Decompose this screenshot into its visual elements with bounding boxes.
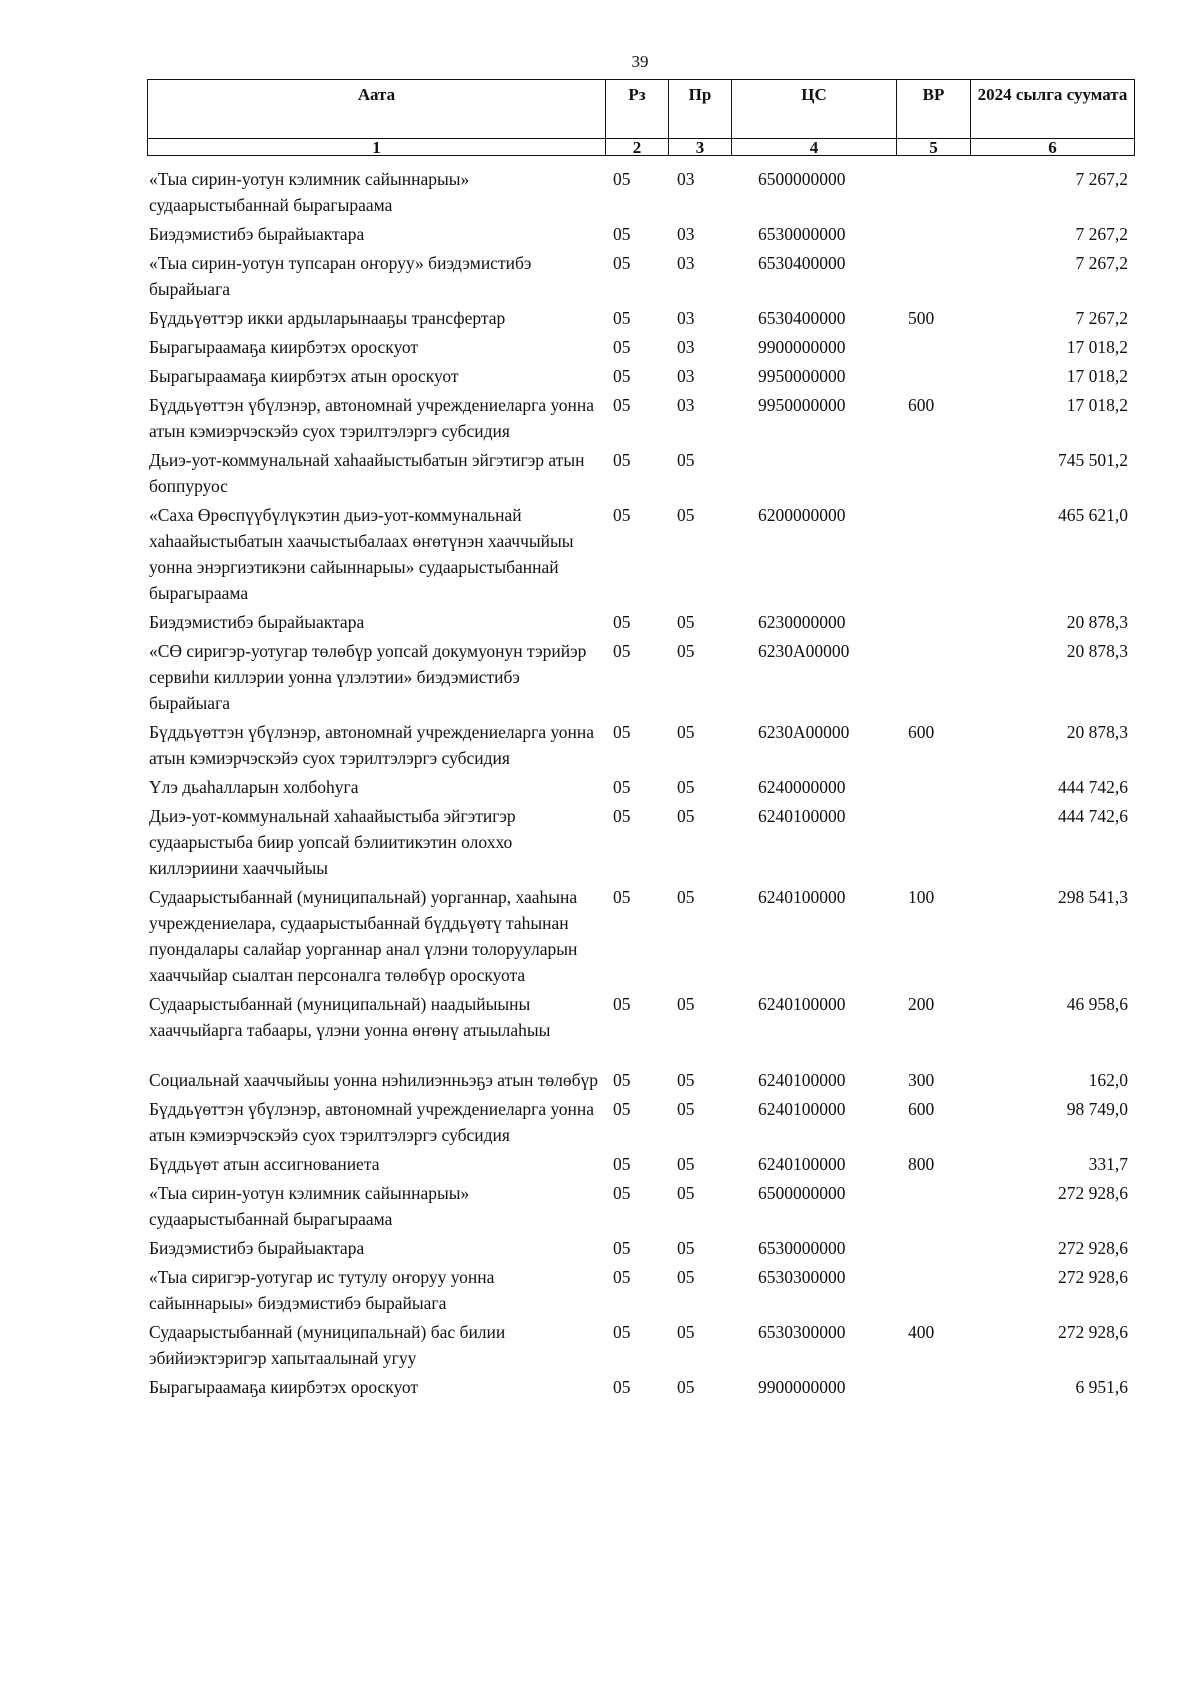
cell-sum: 17 018,2 <box>1066 366 1128 386</box>
cell-pr: 05 <box>677 1183 695 1203</box>
cell-cs: 6240100000 <box>758 1099 846 1119</box>
cell-sum: 17 018,2 <box>1066 395 1128 415</box>
cell-sum: 7 267,2 <box>1075 169 1128 189</box>
cell-cs: 6530300000 <box>758 1267 846 1287</box>
cell-rz: 05 <box>613 994 631 1014</box>
cell-rz: 05 <box>613 253 631 273</box>
table-row <box>147 221 1134 250</box>
cell-rz: 05 <box>613 806 631 826</box>
cell-vr <box>896 803 970 884</box>
table-row <box>147 392 1134 447</box>
cell-cs: 6530000000 <box>758 1238 846 1258</box>
cell-cs: 6240100000 <box>758 1154 846 1174</box>
cell-cs: 9950000000 <box>758 366 846 386</box>
cell-vr <box>896 1235 970 1264</box>
cell-vr: 500 <box>908 308 935 328</box>
cell-name: Бүддьүөттэн үбүлэнэр, автономнай учреждениеларга уонна атын кэмиэрчэскэйэ суох тэрилтэлэргэ субсидия <box>149 1099 595 1145</box>
cell-vr <box>896 221 970 250</box>
table-row <box>147 305 1134 334</box>
cell-sum: 444 742,6 <box>1058 777 1128 797</box>
cell-sum: 20 878,3 <box>1066 641 1128 661</box>
cell-name: Судаарыстыбаннай (муниципальнай) бас билии эбийиэктэригэр хапытаалынай угуу <box>149 1322 506 1368</box>
cell-pr: 05 <box>677 1322 695 1342</box>
cell-sum: 7 267,2 <box>1075 253 1128 273</box>
cell-cs: 9900000000 <box>758 337 846 357</box>
cell-vr <box>896 609 970 638</box>
cell-name: Үлэ дьаһалларын холбоһуга <box>149 777 359 797</box>
cell-pr: 05 <box>677 806 695 826</box>
cell-pr: 05 <box>677 777 695 797</box>
table-row <box>147 1319 1134 1374</box>
cell-pr: 05 <box>677 612 695 632</box>
cell-vr <box>896 334 970 363</box>
cell-cs: 6500000000 <box>758 1183 846 1203</box>
page-number: 39 <box>631 52 649 71</box>
cell-cs: 6240100000 <box>758 994 846 1014</box>
cell-name: Бырагыраамаҕа киирбэтэх атын ороскуот <box>149 366 459 386</box>
cell-sum: 162,0 <box>1088 1070 1128 1090</box>
cell-rz: 05 <box>613 308 631 328</box>
cell-rz: 05 <box>613 1377 631 1397</box>
cell-pr: 03 <box>677 337 695 357</box>
cell-cs <box>731 447 896 502</box>
cell-pr: 03 <box>677 224 695 244</box>
table-row <box>147 1096 1134 1151</box>
cell-rz: 05 <box>613 641 631 661</box>
cell-name: Бүддьүөт атын ассигнованиета <box>149 1154 380 1174</box>
header-name: Аата <box>148 80 606 139</box>
cell-cs: 6230000000 <box>758 612 846 632</box>
cell-cs: 6240100000 <box>758 1070 846 1090</box>
cell-rz: 05 <box>613 505 631 525</box>
cell-name: Бырагыраамаҕа киирбэтэх ороскуот <box>149 1377 419 1397</box>
table-header <box>147 79 1135 156</box>
cell-vr <box>896 638 970 719</box>
cell-sum: 745 501,2 <box>1058 450 1128 470</box>
cell-vr: 100 <box>908 887 935 907</box>
cell-cs: 6200000000 <box>758 505 846 525</box>
cell-rz: 05 <box>613 337 631 357</box>
cell-pr: 05 <box>677 641 695 661</box>
cell-name: Дьиэ-уот-коммунальнай хаһаайыстыба эйгэтигэр судаарыстыба биир уопсай бэлиитикэтин олоххо киллэриини хааччыйыы <box>149 806 516 878</box>
cell-pr: 05 <box>677 1238 695 1258</box>
cell-rz: 05 <box>613 395 631 415</box>
cell-pr: 05 <box>677 1267 695 1287</box>
cell-vr <box>896 1374 970 1403</box>
cell-sum: 272 928,6 <box>1058 1322 1128 1342</box>
cell-vr: 600 <box>908 1099 935 1119</box>
cell-pr: 05 <box>677 722 695 742</box>
table-row <box>147 334 1134 363</box>
cell-pr: 05 <box>677 505 695 525</box>
cell-sum: 7 267,2 <box>1075 308 1128 328</box>
cell-sum: 17 018,2 <box>1066 337 1128 357</box>
cell-name: Бырагыраамаҕа киирбэтэх ороскуот <box>149 337 419 357</box>
cell-sum: 6 951,6 <box>1075 1377 1128 1397</box>
cell-cs: 6530000000 <box>758 224 846 244</box>
cell-pr: 05 <box>677 1154 695 1174</box>
header-rz: Рз <box>606 80 669 139</box>
cell-pr: 03 <box>677 366 695 386</box>
cell-rz: 05 <box>613 1183 631 1203</box>
header-pr: Пр <box>669 80 732 139</box>
col-number-1: 1 <box>148 139 606 156</box>
cell-cs: 6240100000 <box>758 887 846 907</box>
cell-sum: 272 928,6 <box>1058 1267 1128 1287</box>
cell-name: «Тыа сирин-уотун кэлимник сайыннарыы» судаарыстыбаннай бырагыраама <box>149 1183 470 1229</box>
cell-name: Бүддьүөттэн үбүлэнэр, автономнай учреждениеларга уонна атын кэмиэрчэскэйэ суох тэрилтэлэргэ субсидия <box>149 395 595 441</box>
cell-name: Судаарыстыбаннай (муниципальнай) уорганнар, хааһына учреждениелара, судаарыстыбаннай бүддьүөтү таһынан пуондалары салайар уорганнар анал үлэни толорууларын хааччыйар сыалтан персоналга төлөбүр ороскуота <box>149 887 578 985</box>
cell-pr: 05 <box>677 450 695 470</box>
table-row <box>147 719 1134 774</box>
col-number-6: 6 <box>971 139 1135 156</box>
cell-name: «Саха Өрөспүүбүлүкэтин дьиэ-уот-коммунальнай хаһаайыстыбатын хаачыстыбалаах өҥөтүнэн хааччыйыы уонна энэргиэтикэни сайыннарыы» судаарыстыбаннай бырагыраама <box>149 505 574 603</box>
cell-rz: 05 <box>613 366 631 386</box>
cell-cs: 6530300000 <box>758 1322 846 1342</box>
cell-vr <box>896 502 970 609</box>
cell-rz: 05 <box>613 1154 631 1174</box>
table-row <box>147 1264 1134 1319</box>
cell-sum: 331,7 <box>1088 1154 1128 1174</box>
cell-rz: 05 <box>613 1267 631 1287</box>
cell-cs: 6230A00000 <box>758 722 850 742</box>
cell-name: Биэдэмистибэ бырайыактара <box>149 1238 365 1258</box>
cell-vr: 600 <box>908 395 935 415</box>
table-row <box>147 609 1134 638</box>
table-row <box>147 447 1134 502</box>
cell-cs: 6230A00000 <box>758 641 850 661</box>
cell-cs: 6530400000 <box>758 308 846 328</box>
cell-rz: 05 <box>613 450 631 470</box>
col-number-5: 5 <box>897 139 971 156</box>
table-row <box>147 991 1134 1067</box>
col-number-3: 3 <box>669 139 732 156</box>
cell-vr <box>896 166 970 221</box>
cell-pr: 05 <box>677 1070 695 1090</box>
table-row <box>147 774 1134 803</box>
table-row <box>147 502 1134 609</box>
cell-cs: 9900000000 <box>758 1377 846 1397</box>
cell-name: Судаарыстыбаннай (муниципальнай) наадыйыыны хааччыйарга табаары, үлэни уонна өҥөнү атыылаһыы <box>149 994 551 1040</box>
header-vr: ВР <box>897 80 971 139</box>
cell-pr: 03 <box>677 169 695 189</box>
cell-cs: 6530400000 <box>758 253 846 273</box>
cell-rz: 05 <box>613 777 631 797</box>
table-row <box>147 1067 1134 1096</box>
cell-sum: 20 878,3 <box>1066 722 1128 742</box>
cell-vr: 300 <box>908 1070 935 1090</box>
col-number-2: 2 <box>606 139 669 156</box>
cell-pr: 03 <box>677 308 695 328</box>
cell-rz: 05 <box>613 1099 631 1119</box>
cell-cs: 6240100000 <box>758 806 846 826</box>
cell-vr <box>896 1264 970 1319</box>
cell-vr: 800 <box>908 1154 935 1174</box>
cell-rz: 05 <box>613 887 631 907</box>
cell-cs: 6500000000 <box>758 169 846 189</box>
cell-vr <box>896 363 970 392</box>
header-sum: 2024 сылга суумата <box>971 80 1135 139</box>
cell-vr <box>896 774 970 803</box>
cell-pr: 03 <box>677 395 695 415</box>
cell-sum: 46 958,6 <box>1066 994 1128 1014</box>
cell-cs: 9950000000 <box>758 395 846 415</box>
budget-rows <box>147 166 1134 1403</box>
header-cs: ЦС <box>732 80 897 139</box>
cell-cs: 6240000000 <box>758 777 846 797</box>
cell-name: Дьиэ-уот-коммунальнай хаһаайыстыбатын эйгэтигэр атын боппуруос <box>149 450 585 496</box>
cell-vr: 200 <box>908 994 935 1014</box>
cell-rz: 05 <box>613 612 631 632</box>
budget-table <box>147 166 1134 1403</box>
cell-rz: 05 <box>613 1070 631 1090</box>
cell-name: «Тыа сиригэр-уотугар ис тутулу оҥоруу уонна сайыннарыы» биэдэмистибэ бырайыага <box>149 1267 495 1313</box>
cell-pr: 05 <box>677 994 695 1014</box>
cell-vr <box>896 250 970 305</box>
table-row <box>147 884 1134 991</box>
cell-pr: 05 <box>677 887 695 907</box>
table-row <box>147 1180 1134 1235</box>
cell-pr: 05 <box>677 1377 695 1397</box>
cell-rz: 05 <box>613 1322 631 1342</box>
cell-rz: 05 <box>613 722 631 742</box>
cell-sum: 465 621,0 <box>1058 505 1128 525</box>
cell-name: Биэдэмистибэ бырайыактара <box>149 612 365 632</box>
cell-sum: 272 928,6 <box>1058 1238 1128 1258</box>
cell-name: «Тыа сирин-уотун тупсаран оҥоруу» биэдэмистибэ бырайыага <box>149 253 532 299</box>
table-row <box>147 250 1134 305</box>
table-row <box>147 638 1134 719</box>
table-row <box>147 363 1134 392</box>
cell-name: Бүддьүөттэр икки ардыларынааҕы трансфертар <box>149 308 506 328</box>
cell-pr: 05 <box>677 1099 695 1119</box>
table-row <box>147 166 1134 221</box>
cell-rz: 05 <box>613 1238 631 1258</box>
table-row <box>147 1235 1134 1264</box>
cell-rz: 05 <box>613 169 631 189</box>
table-row <box>147 803 1134 884</box>
cell-name: Социальнай хааччыйыы уонна нэһилиэнньэҕэ атын төлөбүр <box>149 1070 599 1090</box>
cell-name: Бүддьүөттэн үбүлэнэр, автономнай учреждениеларга уонна атын кэмиэрчэскэйэ суох тэрилтэлэргэ субсидия <box>149 722 595 768</box>
cell-sum: 98 749,0 <box>1066 1099 1128 1119</box>
cell-vr <box>896 447 970 502</box>
col-number-4: 4 <box>732 139 897 156</box>
cell-sum: 272 928,6 <box>1058 1183 1128 1203</box>
cell-vr <box>896 1180 970 1235</box>
cell-sum: 20 878,3 <box>1066 612 1128 632</box>
cell-sum: 298 541,3 <box>1058 887 1128 907</box>
cell-rz: 05 <box>613 224 631 244</box>
cell-sum: 444 742,6 <box>1058 806 1128 826</box>
cell-vr: 600 <box>908 722 935 742</box>
cell-name: Биэдэмистибэ бырайыактара <box>149 224 365 244</box>
cell-sum: 7 267,2 <box>1075 224 1128 244</box>
table-row <box>147 1374 1134 1403</box>
cell-name: «Тыа сирин-уотун кэлимник сайыннарыы» судаарыстыбаннай бырагыраама <box>149 169 470 215</box>
cell-name: «СӨ сиригэр-уотугар төлөбүр уопсай докумуонун тэрийэр сервиһи киллэрии уонна үлэлэтии» биэдэмистибэ бырайыага <box>149 641 587 713</box>
cell-vr: 400 <box>908 1322 935 1342</box>
table-row <box>147 1151 1134 1180</box>
cell-pr: 03 <box>677 253 695 273</box>
